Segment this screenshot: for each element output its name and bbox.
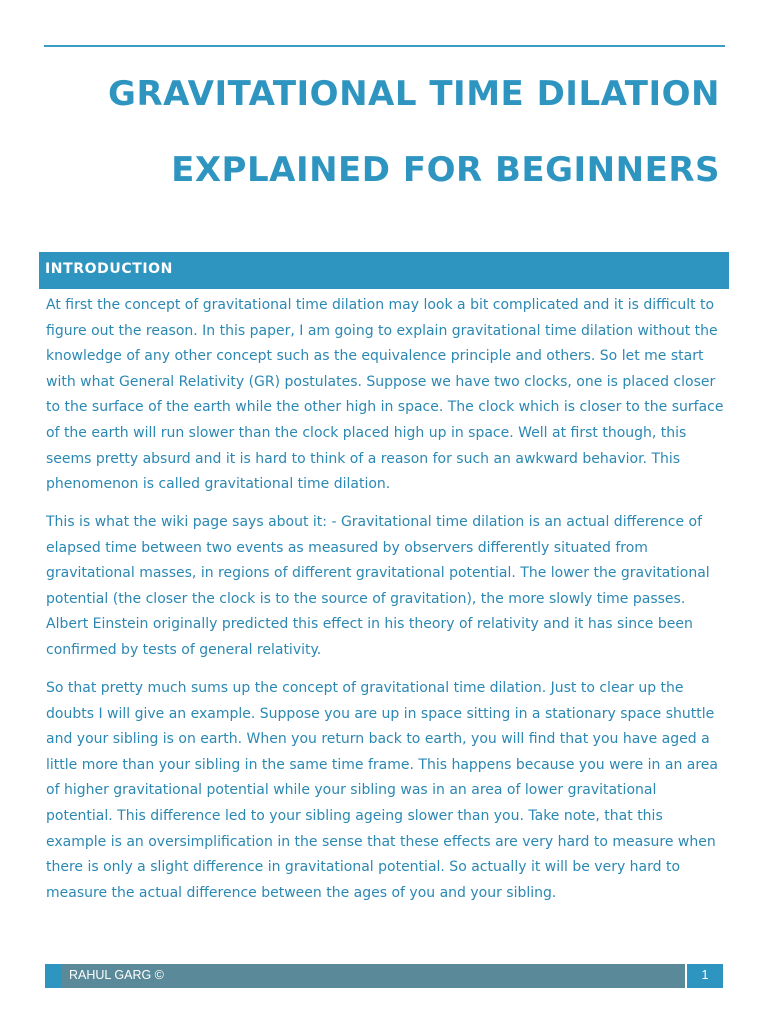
- paragraph-3: So that pretty much sums up the concept of gravitational time dilation. Just to clear up the doubts I will give an example. Suppose you are up in space sitting in a stationary space shuttle and your sibling is on earth. When you return back to earth, you will find that you have aged a little more than your sibling in the same time frame. This happens because you were in an area of higher gravitational potential while your sibling was in an area of lower gravitational potential. This difference led to your sibling ageing slower than you. Take note, that this example is an oversimplification in the sense that these effects are very hard to measure when there is only a slight difference in gravitational potential. So actually it will be very hard to measure the actual difference between the ages of you and your sibling.: [46, 680, 718, 901]
- title-line-1: GRAVITATIONAL TIME DILATION: [108, 74, 720, 114]
- page-number: 1: [701, 968, 709, 982]
- paragraph-1: At first the concept of gravitational time dilation may look a bit complicated and it is difficult to figure out the reason. In this paper, I am going to explain gravitational time dilation without the knowledge of any other concept such as the equivalence principle and others. So let me start with what General Relativity (GR) postulates. Suppose we have two clocks, one is placed closer to the surface of the earth while the other high in space. The clock which is closer to the surface of the earth will run slower than the clock placed high up in space. Well at first though, this seems pretty absurd and it is hard to think of a reason for such an awkward behavior. This phenomenon is called gravitational time dilation.: [46, 297, 724, 493]
- top-divider: [44, 45, 725, 47]
- footer-author: RAHUL GARG ©: [69, 968, 164, 982]
- section-heading: INTRODUCTION: [45, 261, 173, 277]
- paragraph-2: This is what the wiki page says about it: - Gravitational time dilation is an actual difference of elapsed time between two events as measured by observers differently situated from gravitational masses, in regions of different gravitational potential. The lower the gravitational potential (the closer the clock is to the source of gravitation), the more slowly time passes. Albert Einstein originally predicted this effect in his theory of relativity and it has since been confirmed by tests of general relativity.: [46, 514, 710, 658]
- footer-bar: [45, 964, 723, 988]
- section-header-bar: [39, 252, 729, 289]
- footer-page-box: [685, 964, 723, 988]
- title-line-2: EXPLAINED FOR BEGINNERS: [171, 150, 720, 190]
- footer-accent-block: [45, 964, 61, 988]
